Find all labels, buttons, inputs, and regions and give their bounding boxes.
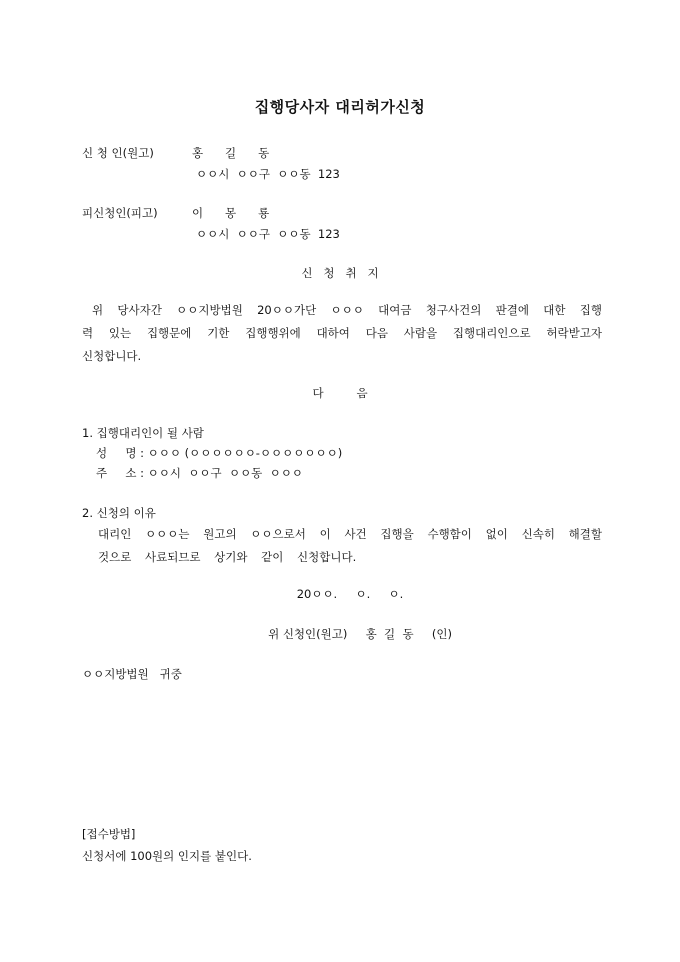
filing-method-heading: [접수방법] xyxy=(82,827,136,841)
next-heading: 다 음 xyxy=(312,386,368,400)
respondent-name: 이 몽 룡 xyxy=(192,206,270,220)
applicant-name: 홍 길 동 xyxy=(192,146,270,160)
document-title: 집행당사자 대리허가신청 xyxy=(254,98,426,116)
purpose-heading: 신 청 취 지 xyxy=(301,266,379,280)
applicant-signature: 위 신청인(원고) 홍 길 동 (인) xyxy=(268,627,452,641)
application-date: 20ㅇㅇ. ㅇ. ㅇ. xyxy=(296,587,404,601)
respondent-address: ㅇㅇ시 ㅇㅇ구 ㅇㅇ동 123 xyxy=(196,227,340,241)
applicant-address: ㅇㅇ시 ㅇㅇ구 ㅇㅇ동 123 xyxy=(196,167,340,181)
section2-text: 대리인 ㅇㅇㅇ는 원고의 ㅇㅇ으로서 이 사건 집행을 수행함이 없이 신속히 해결할 것으로 사료되므로 상기와 같이 신청합니다. xyxy=(98,527,602,564)
section2-heading: 2. 신청의 이유 xyxy=(82,506,156,520)
section1-heading: 1. 집행대리인이 될 사람 xyxy=(82,426,204,440)
court-addressee: ㅇㅇ지방법원 귀중 xyxy=(82,667,182,681)
agent-address-line: 주 소 : ㅇㅇ시 ㅇㅇ구 ㅇㅇ동 ㅇㅇㅇ xyxy=(96,466,303,480)
filing-method-text: 신청서에 100원의 인지를 붙인다. xyxy=(82,849,252,863)
applicant-label: 신 청 인(원고) xyxy=(82,146,154,160)
purpose-text: 위 당사자간 ㅇㅇ지방법원 20ㅇㅇ가단 ㅇㅇㅇ 대여금 청구사건의 판결에 대한 집행력 있는 집행문에 기한 집행행위에 대하여 다음 사람을 집행대리인으로 허락받고자 신청합니다. xyxy=(82,303,602,363)
respondent-label: 피신청인(피고) xyxy=(82,206,158,220)
agent-name-line: 성 명 : ㅇㅇㅇ (ㅇㅇㅇㅇㅇㅇ-ㅇㅇㅇㅇㅇㅇㅇ) xyxy=(96,446,343,460)
